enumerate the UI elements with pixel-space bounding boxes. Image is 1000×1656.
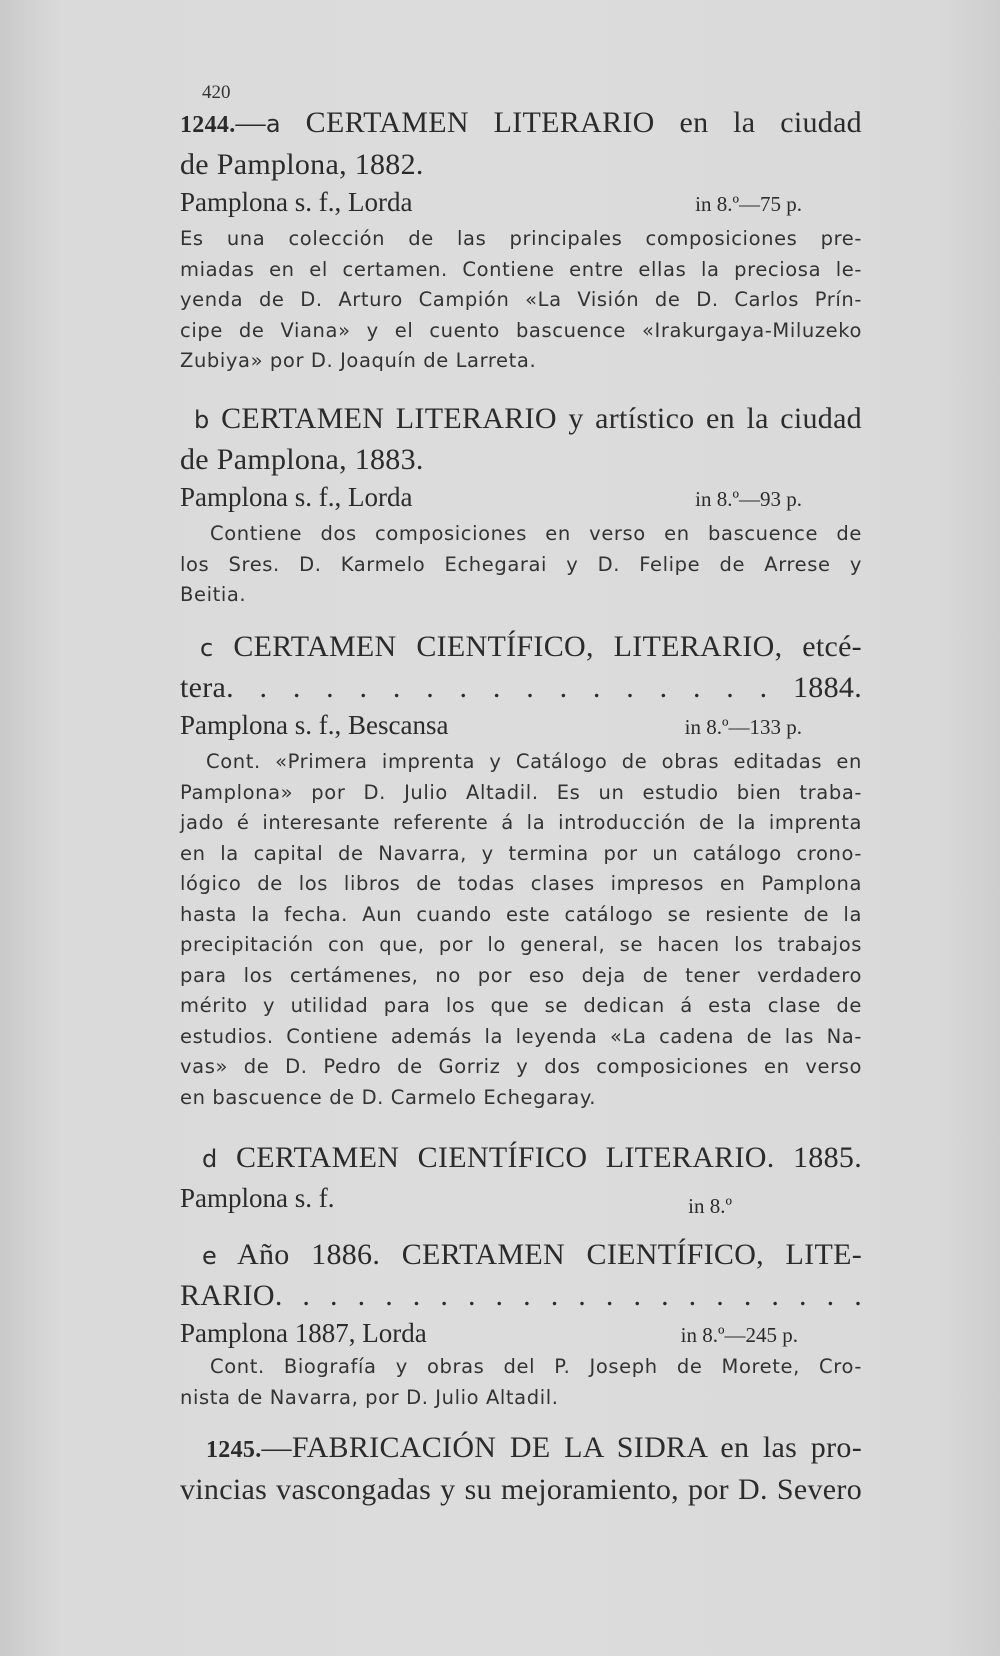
description-line: Es una colección de las principales composiciones pre- <box>180 227 862 250</box>
page-number: 420 <box>202 82 231 103</box>
entry-e <box>180 1235 862 1413</box>
description-line: Contiene dos composiciones en verso en bascuence de <box>210 522 862 545</box>
entry-1244a <box>180 103 862 377</box>
description-line: nista de Navarra, por D. Julio Altadil. <box>180 1385 559 1409</box>
entry-title-line <box>180 1235 862 1276</box>
entry-dash: — <box>235 106 266 139</box>
description-line: Zubiya» por D. Joaquín de Larreta. <box>180 349 537 372</box>
description-line: Cont. «Primera imprenta y Catálogo de obras editadas en <box>206 750 862 773</box>
entry-title: CERTAMEN LITERARIO en la ciudad <box>305 106 862 139</box>
description <box>180 1352 862 1413</box>
entry-title-line: de Pamplona, 1883. <box>180 443 424 476</box>
description-line: vas» de D. Pedro de Gorriz y dos composiciones en verso <box>180 1055 862 1078</box>
description-line: jado é interesante referente á la introducción de la imprenta <box>180 811 862 834</box>
description <box>180 747 862 1113</box>
entry-title-line <box>180 627 862 668</box>
entry-letter: d <box>202 1145 218 1173</box>
publisher: Pamplona s. f. <box>180 1183 335 1213</box>
entry-year: 1884. <box>793 671 862 704</box>
description-line: los Sres. D. Karmelo Echegarai y D. Felipe de Arrese y <box>180 552 862 576</box>
entry-title-line <box>180 668 862 708</box>
description-line: Pamplona» por D. Julio Altadil. Es un estudio bien traba- <box>180 780 862 804</box>
publication-line <box>180 1181 862 1218</box>
entry-d <box>180 1138 862 1218</box>
format-pages: in 8.º—133 p. <box>684 715 802 739</box>
description-line: lógico de los libros de todas clases impresos en Pamplona <box>180 872 862 895</box>
entry-letter: e <box>202 1242 218 1270</box>
publisher: Pamplona s. f., Lorda <box>180 482 413 512</box>
description-line: Beitia. <box>180 583 247 606</box>
description-line: estudios. Contiene además la leyenda «La cadena de las Na- <box>180 1024 862 1048</box>
description-line: hasta la fecha. Aun cuando este catálogo se resiente de la <box>180 902 862 926</box>
publisher: Pamplona s. f., Bescansa <box>180 710 449 740</box>
entry-1245 <box>180 1428 862 1510</box>
publication-line <box>180 708 862 742</box>
publisher: Pamplona 1887, Lorda <box>180 1318 427 1348</box>
entry-title-line <box>180 103 862 145</box>
entry-title: FABRICACIÓN DE LA SIDRA en las pro- <box>291 1431 862 1464</box>
description-line: mérito y utilidad para los que se dedican á esta clase de <box>180 994 862 1017</box>
description <box>180 224 862 377</box>
entry-title: CERTAMEN CIENTÍFICO LITERARIO. 1885. <box>236 1141 862 1174</box>
entry-title-line: vincias vascongadas y su mejoramiento, por D. Severo <box>180 1473 862 1506</box>
entry-title-line <box>180 399 862 440</box>
description-line: yenda de D. Arturo Campión «La Visión de D. Carlos Prín- <box>180 288 862 311</box>
description-line: en la capital de Navarra, y termina por un catálogo crono- <box>180 841 862 865</box>
entry-c <box>180 627 862 1113</box>
entry-letter: b <box>194 406 210 434</box>
entry-dash: — <box>261 1431 292 1464</box>
publication-line <box>180 480 862 514</box>
publication-line <box>180 185 862 219</box>
format-pages: in 8.º—93 p. <box>695 487 802 511</box>
entry-title: Año 1886. CERTAMEN CIENTÍFICO, LITE- <box>237 1238 862 1271</box>
entry-title-line: RARIO. . . . . . . . . . . . . . . . . . . . . . <box>180 1279 862 1312</box>
entry-number: 1244. <box>180 112 236 138</box>
description-line: cipe de Viana» y el cuento bascuence «Irakurgaya-Miluzeko <box>180 318 862 342</box>
format-pages: in 8.º <box>688 1194 732 1218</box>
publication-line <box>180 1316 862 1350</box>
entry-letter: a <box>265 110 281 138</box>
entry-title-line: de Pamplona, 1882. <box>180 148 424 181</box>
format-pages: in 8.º—75 p. <box>695 192 802 216</box>
entry-letter: c <box>200 634 214 662</box>
publisher: Pamplona s. f., Lorda <box>180 187 413 217</box>
description-line: en bascuence de D. Carmelo Echegaray. <box>180 1085 597 1109</box>
description-line: miadas en el certamen. Contiene entre ellas la preciosa le- <box>180 257 862 281</box>
format-pages: in 8.º—245 p. <box>680 1323 798 1347</box>
leader-dots: tera. . . . . . . . . . . . . . . . . <box>180 671 768 704</box>
description-line: Cont. Biografía y obras del P. Joseph de Morete, Cro- <box>210 1355 862 1378</box>
description-line: para los certámenes, no por eso deja de tener verdadero <box>180 963 862 987</box>
entry-title-line <box>180 1138 862 1179</box>
description-line: precipitación con que, por lo general, se hacen los trabajos <box>180 933 862 956</box>
entry-title: CERTAMEN LITERARIO y artístico en la ciudad <box>221 402 862 435</box>
entry-b <box>180 399 862 611</box>
entry-number: 1245. <box>206 1437 262 1463</box>
description <box>180 519 862 611</box>
entry-title-line <box>180 1428 862 1470</box>
entry-title: CERTAMEN CIENTÍFICO, LITERARIO, etcé- <box>233 630 862 663</box>
